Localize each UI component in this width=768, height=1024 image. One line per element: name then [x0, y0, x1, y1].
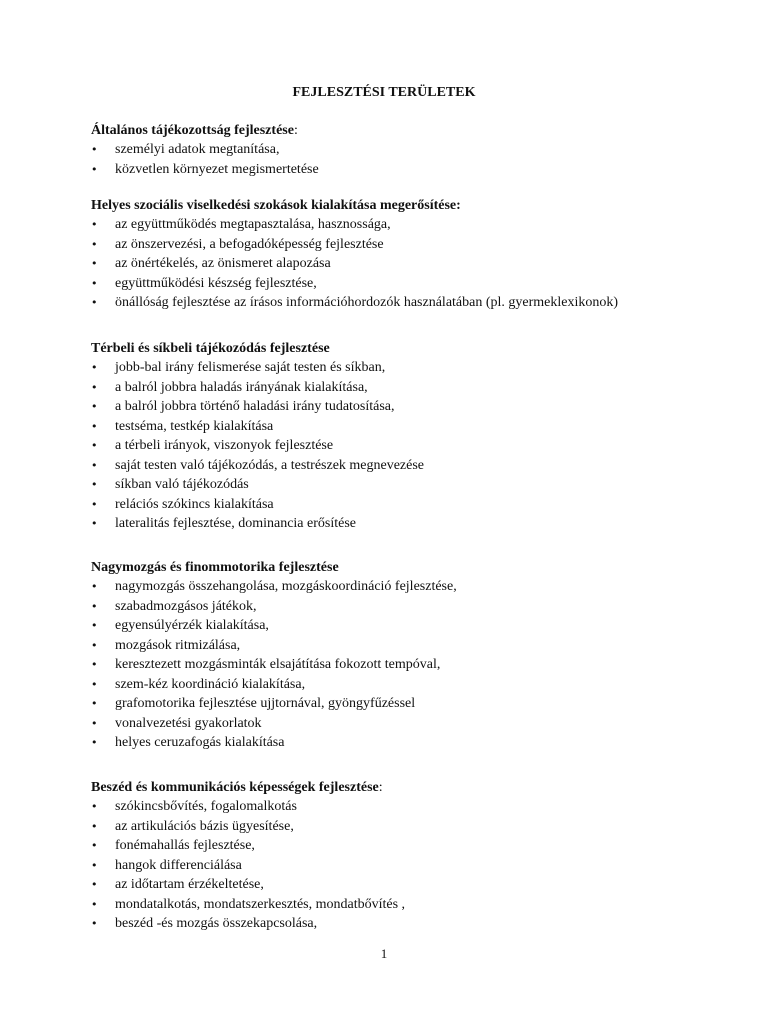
list-item-text: relációs szókincs kialakítása [115, 496, 274, 512]
bullet-list [91, 577, 711, 753]
list-item-text: mozgások ritmizálása, [115, 637, 241, 653]
page-number: 1 [380, 946, 388, 961]
list-item [91, 895, 711, 915]
bullet-icon: • [91, 380, 98, 394]
list-item [91, 254, 711, 274]
bullet-icon: • [91, 858, 98, 872]
bullet-list [91, 140, 711, 179]
section-heading [91, 121, 711, 140]
bullet-list [91, 797, 711, 934]
list-item-text: szem-kéz koordináció kialakítása, [115, 676, 306, 692]
list-item-text: keresztezett mozgásminták elsajátítása fokozott tempóval, [115, 657, 441, 672]
list-item [91, 160, 711, 180]
list-item-text: hangok differenciálása [115, 857, 242, 873]
bullet-icon: • [91, 658, 98, 671]
section-motor-skills [91, 558, 711, 753]
section-heading [91, 558, 711, 577]
list-item [91, 616, 711, 636]
section-heading [91, 196, 711, 215]
bullet-icon: • [91, 257, 98, 270]
bullet-icon: • [91, 580, 98, 593]
bullet-icon: • [91, 143, 98, 156]
section-heading-text: Általános tájékozottság fejlesztése [91, 123, 294, 138]
bullet-icon: • [91, 599, 98, 613]
list-item-text: közvetlen környezet megismertetése [115, 161, 319, 177]
section-general-orientation [91, 121, 711, 179]
section-heading-text: Térbeli és síkbeli tájékozódás fejlesztése [91, 341, 330, 356]
list-item-text: önállóság fejlesztése az írásos információhordozók használatában (pl. gyermeklexikonok) [115, 295, 619, 310]
list-item-text: az önértékelés, az önismeret alapozása [115, 256, 331, 271]
list-item-text: a balról jobbra történő haladási irány tudatosítása, [115, 399, 395, 414]
list-item [91, 495, 711, 515]
bullet-icon: • [91, 917, 98, 930]
list-item [91, 358, 711, 378]
list-item [91, 655, 711, 675]
list-item-text: a térbeli irányok, viszonyok fejlesztése [115, 438, 334, 453]
list-item [91, 714, 711, 734]
bullet-icon: • [91, 878, 98, 891]
list-item [91, 378, 711, 398]
section-heading-suffix: : [378, 780, 383, 795]
bullet-icon: • [91, 361, 98, 374]
list-item [91, 636, 711, 656]
list-item [91, 597, 711, 617]
list-item [91, 417, 711, 437]
list-item-text: szabadmozgásos játékok, [115, 598, 257, 614]
bullet-list [91, 358, 711, 534]
list-item [91, 675, 711, 695]
section-spatial-orientation [91, 339, 711, 534]
section-speech-communication [91, 778, 711, 934]
list-item-text: grafomotorika fejlesztése ujjtornával, gyöngyfűzéssel [115, 696, 416, 711]
list-item [91, 694, 711, 714]
list-item-text: síkban való tájékozódás [115, 477, 249, 492]
document-title: FEJLESZTÉSI TERÜLETEK [292, 85, 476, 100]
section-heading-text: Helyes szociális viselkedési szokások kialakítása megerősítése: [91, 198, 461, 213]
bullet-icon: • [91, 400, 98, 413]
list-item-text: az időtartam érzékeltetése, [115, 877, 264, 892]
list-item [91, 514, 711, 534]
list-item [91, 475, 711, 495]
bullet-icon: • [91, 458, 98, 472]
bullet-icon: • [91, 736, 98, 749]
bullet-list [91, 215, 711, 313]
list-item-text: testséma, testkép kialakítása [115, 418, 274, 434]
bullet-icon: • [91, 162, 98, 176]
list-item [91, 293, 711, 313]
list-item-text: az együttműködés megtapasztalása, hasznossága, [115, 217, 391, 232]
bullet-icon: • [91, 839, 98, 852]
list-item [91, 215, 711, 235]
bullet-icon: • [91, 619, 98, 632]
bullet-icon: • [91, 716, 98, 730]
list-item-text: az önszervezési, a befogadóképesség fejlesztése [115, 236, 384, 252]
list-item-text: személyi adatok megtanítása, [115, 142, 280, 157]
bullet-icon: • [91, 517, 98, 530]
bullet-icon: • [91, 697, 98, 710]
bullet-icon: • [91, 819, 98, 833]
bullet-icon: • [91, 497, 98, 511]
section-heading-suffix: : [293, 123, 298, 138]
list-item [91, 274, 711, 294]
list-item-text: lateralitás fejlesztése, dominancia erősítése [115, 516, 357, 531]
bullet-icon: • [91, 897, 98, 911]
list-item-text: beszéd -és mozgás összekapcsolása, [115, 916, 318, 931]
list-item [91, 836, 711, 856]
section-heading [91, 778, 711, 797]
bullet-icon: • [91, 677, 98, 691]
list-item [91, 914, 711, 934]
list-item [91, 875, 711, 895]
list-item-text: az artikulációs bázis ügyesítése, [115, 818, 294, 834]
list-item-text: helyes ceruzafogás kialakítása [115, 735, 285, 750]
bullet-icon: • [91, 439, 98, 452]
list-item-text: együttműködési készség fejlesztése, [115, 275, 317, 291]
list-item-text: szókincsbővítés, fogalomalkotás [115, 799, 297, 814]
section-heading-text: Beszéd és kommunikációs képességek fejlesztése [91, 780, 379, 795]
list-item-text: fonémahallás fejlesztése, [115, 838, 255, 853]
list-item-text: jobb-bal irány felismerése saját testen és síkban, [115, 360, 386, 375]
bullet-icon: • [91, 800, 98, 813]
list-item [91, 817, 711, 837]
bullet-icon: • [91, 638, 98, 652]
section-heading [91, 339, 711, 358]
list-item-text: nagymozgás összehangolása, mozgáskoordináció fejlesztése, [115, 579, 457, 594]
list-item-text: egyensúlyérzék kialakítása, [115, 618, 269, 633]
list-item [91, 577, 711, 597]
list-item-text: saját testen való tájékozódás, a testrészek megnevezése [115, 457, 425, 473]
section-social-behavior [91, 196, 711, 313]
list-item [91, 397, 711, 417]
bullet-icon: • [91, 276, 98, 290]
list-item-text: a balról jobbra haladás irányának kialakítása, [115, 379, 368, 395]
list-item [91, 456, 711, 476]
list-item-text: mondatalkotás, mondatszerkesztés, mondatbővítés , [115, 896, 406, 912]
list-item [91, 797, 711, 817]
list-item-text: vonalvezetési gyakorlatok [115, 715, 262, 731]
section-heading-text: Nagymozgás és finommotorika fejlesztése [91, 560, 339, 575]
bullet-icon: • [91, 237, 98, 251]
bullet-icon: • [91, 218, 98, 231]
list-item [91, 856, 711, 876]
bullet-icon: • [91, 419, 98, 433]
list-item [91, 140, 711, 160]
bullet-icon: • [91, 296, 98, 309]
list-item [91, 436, 711, 456]
list-item [91, 235, 711, 255]
list-item [91, 733, 711, 753]
bullet-icon: • [91, 478, 98, 491]
